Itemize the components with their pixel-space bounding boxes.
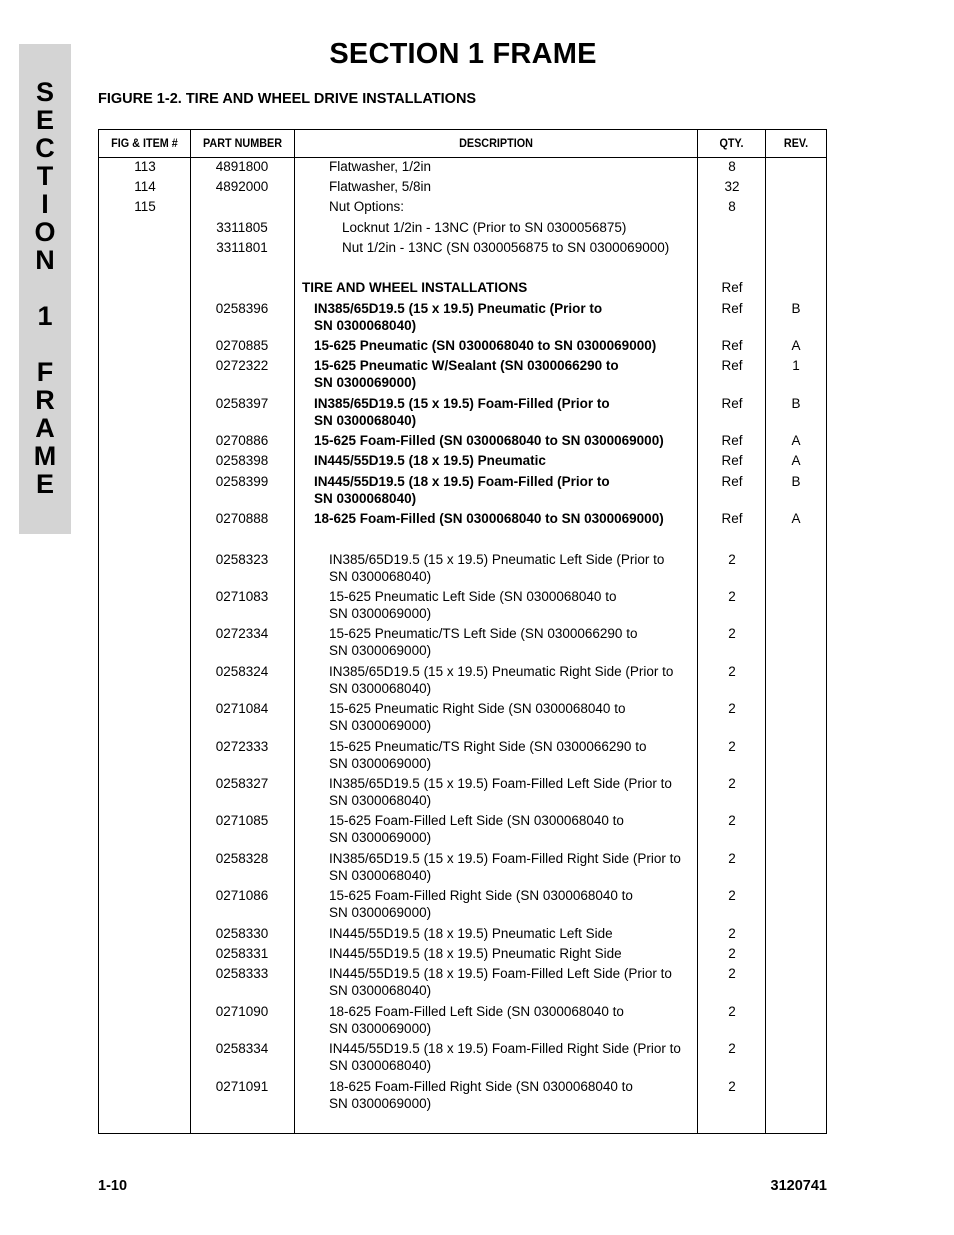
part-number-cell: 4891800 bbox=[215, 159, 269, 174]
description-cell: 15-625 Foam-Filled (SN 0300068040 to SN 0300069000) bbox=[314, 433, 664, 448]
qty-cell: Ref bbox=[721, 433, 743, 448]
description-cell: IN385/65D19.5 (15 x 19.5) Foam-Filled (Prior to bbox=[314, 396, 610, 411]
description-cell: IN445/55D19.5 (18 x 19.5) Foam-Filled (Prior to bbox=[314, 474, 610, 489]
rev-cell: A bbox=[791, 338, 801, 353]
qty-cell: Ref bbox=[721, 474, 743, 489]
part-number-cell: 0258331 bbox=[215, 946, 269, 961]
description-cell: 15-625 Foam-Filled Right Side (SN 0300068040 to bbox=[329, 888, 633, 903]
description-cell: SN 0300069000) bbox=[314, 375, 417, 390]
part-number-cell: 0270885 bbox=[215, 338, 269, 353]
part-number-cell: 0271091 bbox=[215, 1079, 269, 1094]
qty-cell: Ref bbox=[721, 280, 743, 295]
side-tab-letter: O bbox=[34, 217, 56, 247]
side-tab-letter: E bbox=[35, 469, 54, 499]
description-cell: SN 0300069000) bbox=[329, 1021, 432, 1036]
description-cell: SN 0300069000) bbox=[329, 905, 432, 920]
description-cell: SN 0300068040) bbox=[329, 793, 432, 808]
side-tab-letter: A bbox=[35, 413, 55, 443]
part-number-cell: 0258334 bbox=[215, 1041, 269, 1056]
part-number-cell: 0272334 bbox=[215, 626, 269, 641]
description-cell: 15-625 Pneumatic/TS Right Side (SN 0300066290 to bbox=[329, 739, 647, 754]
section-side-tab bbox=[19, 44, 71, 534]
description-cell: SN 0300069000) bbox=[329, 830, 432, 845]
part-number-cell: 0271086 bbox=[215, 888, 269, 903]
part-number-cell: 3311801 bbox=[216, 240, 268, 255]
part-number-cell: 0271083 bbox=[215, 589, 269, 604]
side-tab-letter: M bbox=[33, 441, 57, 471]
qty-cell: Ref bbox=[721, 453, 743, 468]
description-cell: IN445/55D19.5 (18 x 19.5) Pneumatic Left Side bbox=[329, 926, 613, 941]
description-cell: SN 0300069000) bbox=[329, 606, 432, 621]
header-description: DESCRIPTION bbox=[459, 136, 533, 150]
qty-cell: 2 bbox=[728, 664, 736, 679]
rev-cell: B bbox=[791, 474, 801, 489]
part-number-cell: 4892000 bbox=[215, 179, 269, 194]
side-tab-letter: T bbox=[36, 161, 54, 191]
part-number-cell: 0271090 bbox=[215, 1004, 269, 1019]
description-cell: Nut Options: bbox=[329, 199, 405, 214]
qty-cell: 2 bbox=[728, 739, 736, 754]
description-cell: SN 0300068040) bbox=[314, 491, 417, 506]
header-part-number: PART NUMBER bbox=[202, 136, 283, 150]
description-cell: 15-625 Pneumatic W/Sealant (SN 0300066290 to bbox=[314, 358, 619, 373]
qty-cell: 8 bbox=[728, 199, 736, 214]
part-number-cell: 0258327 bbox=[215, 776, 269, 791]
description-cell: SN 0300068040) bbox=[329, 1058, 432, 1073]
qty-cell: 2 bbox=[728, 888, 736, 903]
description-cell: Flatwasher, 1/2in bbox=[329, 159, 432, 174]
part-number-cell: 3311805 bbox=[216, 220, 268, 235]
fig-item-cell: 114 bbox=[134, 179, 156, 194]
qty-cell: 2 bbox=[728, 1004, 736, 1019]
description-cell: SN 0300068040) bbox=[329, 983, 432, 998]
part-number-cell: 0272333 bbox=[215, 739, 269, 754]
qty-cell: 2 bbox=[728, 946, 736, 961]
side-tab-letter: C bbox=[35, 133, 55, 163]
figure-title: FIGURE 1-2. TIRE AND WHEEL DRIVE INSTALLATIONS bbox=[98, 91, 477, 107]
description-cell: IN445/55D19.5 (18 x 19.5) Pneumatic bbox=[314, 453, 546, 468]
side-tab-letter: R bbox=[35, 385, 55, 415]
description-cell: 15-625 Pneumatic Left Side (SN 0300068040 to bbox=[329, 589, 617, 604]
description-cell: Nut 1/2in - 13NC (SN 0300056875 to SN 0300069000) bbox=[342, 240, 670, 255]
description-cell: SN 0300068040) bbox=[329, 868, 432, 883]
side-tab-letter: E bbox=[35, 105, 54, 135]
qty-cell: Ref bbox=[721, 358, 743, 373]
section-title: SECTION 1 FRAME bbox=[329, 38, 597, 70]
side-tab-letter: F bbox=[36, 357, 54, 387]
description-cell: IN445/55D19.5 (18 x 19.5) Foam-Filled Left Side (Prior to bbox=[329, 966, 672, 981]
qty-cell: 2 bbox=[728, 552, 736, 567]
document-number: 3120741 bbox=[770, 1178, 827, 1194]
part-number-cell: 0270888 bbox=[215, 511, 269, 526]
rev-cell: A bbox=[791, 453, 801, 468]
description-cell: 18-625 Foam-Filled Right Side (SN 0300068040 to bbox=[329, 1079, 633, 1094]
qty-cell: Ref bbox=[721, 338, 743, 353]
description-cell: 18-625 Foam-Filled Left Side (SN 0300068040 to bbox=[329, 1004, 624, 1019]
description-cell: SN 0300069000) bbox=[329, 756, 432, 771]
description-cell: Flatwasher, 5/8in bbox=[329, 179, 432, 194]
header-fig-item: FIG & ITEM # bbox=[111, 136, 178, 150]
description-cell: TIRE AND WHEEL INSTALLATIONS bbox=[302, 280, 528, 295]
description-cell: SN 0300068040) bbox=[314, 318, 417, 333]
description-cell: 15-625 Pneumatic Right Side (SN 0300068040 to bbox=[329, 701, 626, 716]
parts-table bbox=[98, 129, 827, 1134]
fig-item-cell: 115 bbox=[134, 199, 156, 214]
qty-cell: 8 bbox=[728, 159, 736, 174]
qty-cell: 2 bbox=[728, 926, 736, 941]
column-divider bbox=[294, 130, 295, 1133]
part-number-cell: 0271084 bbox=[215, 701, 269, 716]
side-tab-letter: 1 bbox=[37, 301, 53, 331]
side-tab-letter: I bbox=[41, 189, 49, 219]
rev-cell: A bbox=[791, 511, 801, 526]
page-number: 1-10 bbox=[98, 1178, 128, 1194]
rev-cell: 1 bbox=[792, 358, 800, 373]
part-number-cell: 0258396 bbox=[215, 301, 269, 316]
part-number-cell: 0258328 bbox=[215, 851, 269, 866]
qty-cell: 2 bbox=[728, 1079, 736, 1094]
rev-cell: A bbox=[791, 433, 801, 448]
description-cell: IN385/65D19.5 (15 x 19.5) Pneumatic Left Side (Prior to bbox=[329, 552, 665, 567]
rev-cell: B bbox=[791, 301, 801, 316]
description-cell: SN 0300068040) bbox=[329, 569, 432, 584]
qty-cell: 32 bbox=[724, 179, 740, 194]
side-tab-letter: S bbox=[35, 77, 54, 107]
rev-cell: B bbox=[791, 396, 801, 411]
part-number-cell: 0258399 bbox=[215, 474, 269, 489]
fig-item-cell: 113 bbox=[134, 159, 156, 174]
part-number-cell: 0258333 bbox=[215, 966, 269, 981]
qty-cell: 2 bbox=[728, 813, 736, 828]
description-cell: 15-625 Pneumatic/TS Left Side (SN 0300066290 to bbox=[329, 626, 638, 641]
qty-cell: Ref bbox=[721, 396, 743, 411]
part-number-cell: 0271085 bbox=[215, 813, 269, 828]
part-number-cell: 0258323 bbox=[215, 552, 269, 567]
qty-cell: 2 bbox=[728, 626, 736, 641]
description-cell: SN 0300068040) bbox=[329, 681, 432, 696]
description-cell: IN445/55D19.5 (18 x 19.5) Pneumatic Right Side bbox=[329, 946, 622, 961]
side-tab-letter: N bbox=[35, 245, 55, 275]
qty-cell: 2 bbox=[728, 776, 736, 791]
header-rev: REV. bbox=[783, 136, 809, 150]
description-cell: SN 0300068040) bbox=[314, 413, 417, 428]
part-number-cell: 0258324 bbox=[215, 664, 269, 679]
description-cell: 15-625 Pneumatic (SN 0300068040 to SN 0300069000) bbox=[314, 338, 657, 353]
description-cell: IN385/65D19.5 (15 x 19.5) Foam-Filled Right Side (Prior to bbox=[329, 851, 681, 866]
qty-cell: 2 bbox=[728, 589, 736, 604]
qty-cell: 2 bbox=[728, 1041, 736, 1056]
part-number-cell: 0258330 bbox=[215, 926, 269, 941]
qty-cell: Ref bbox=[721, 511, 743, 526]
qty-cell: 2 bbox=[728, 851, 736, 866]
description-cell: SN 0300069000) bbox=[329, 643, 432, 658]
qty-cell: Ref bbox=[721, 301, 743, 316]
description-cell: IN385/65D19.5 (15 x 19.5) Pneumatic (Prior to bbox=[314, 301, 603, 316]
part-number-cell: 0272322 bbox=[215, 358, 269, 373]
description-cell: 18-625 Foam-Filled (SN 0300068040 to SN 0300069000) bbox=[314, 511, 664, 526]
description-cell: 15-625 Foam-Filled Left Side (SN 0300068040 to bbox=[329, 813, 624, 828]
part-number-cell: 0258397 bbox=[215, 396, 269, 411]
part-number-cell: 0258398 bbox=[215, 453, 269, 468]
description-cell: IN385/65D19.5 (15 x 19.5) Pneumatic Right Side (Prior to bbox=[329, 664, 674, 679]
description-cell: IN385/65D19.5 (15 x 19.5) Foam-Filled Left Side (Prior to bbox=[329, 776, 672, 791]
description-cell: SN 0300069000) bbox=[329, 1096, 432, 1111]
description-cell: Locknut 1/2in - 13NC (Prior to SN 0300056875) bbox=[342, 220, 627, 235]
qty-cell: 2 bbox=[728, 701, 736, 716]
description-cell: SN 0300069000) bbox=[329, 718, 432, 733]
qty-cell: 2 bbox=[728, 966, 736, 981]
description-cell: IN445/55D19.5 (18 x 19.5) Foam-Filled Right Side (Prior to bbox=[329, 1041, 681, 1056]
header-qty: QTY. bbox=[719, 136, 744, 150]
part-number-cell: 0270886 bbox=[215, 433, 269, 448]
